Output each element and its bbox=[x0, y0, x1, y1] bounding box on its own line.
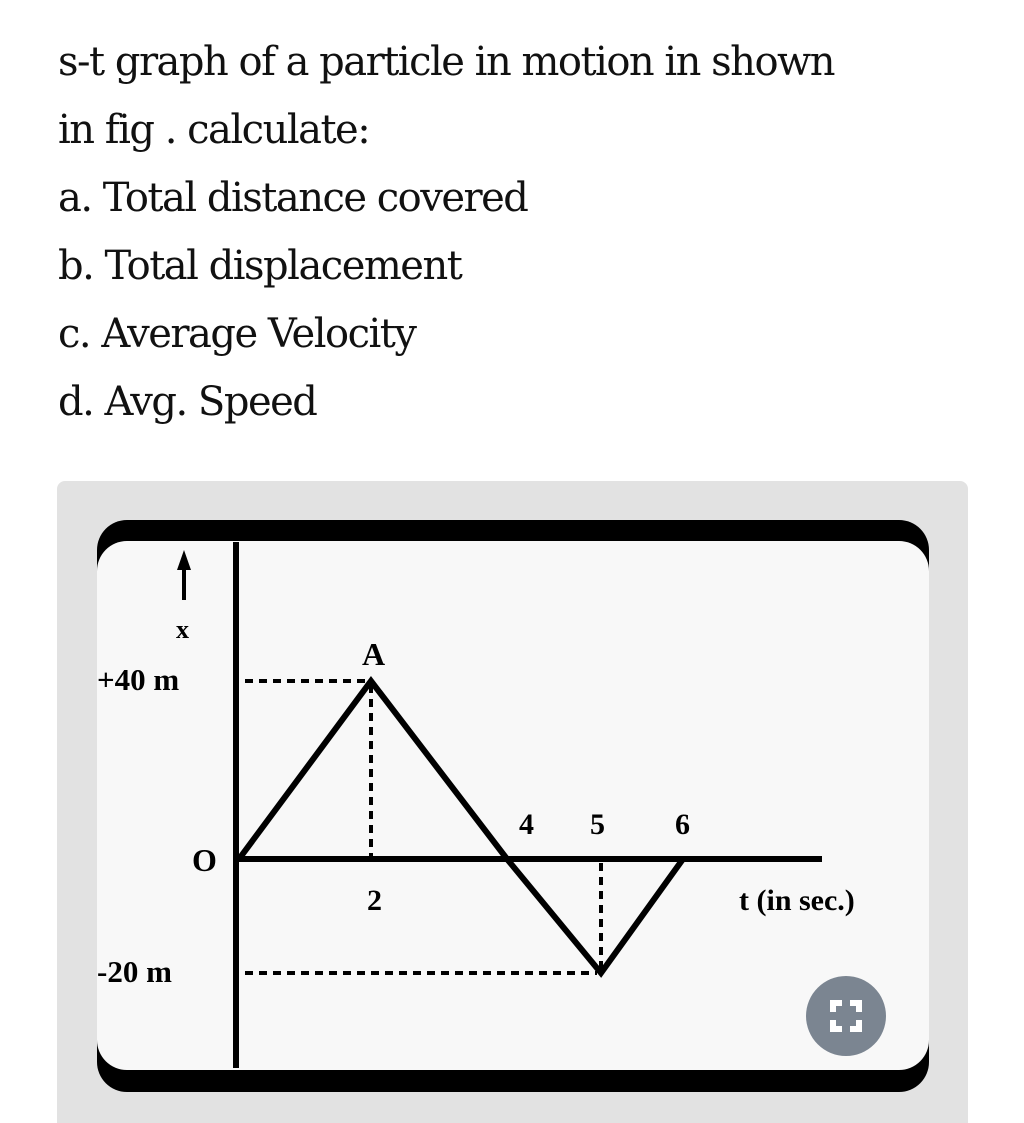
peak-label: A bbox=[362, 636, 386, 672]
part-b: b. Total displacement bbox=[58, 243, 462, 289]
part-d: d. Avg. Speed bbox=[58, 379, 317, 425]
y-tick-neg20: -20 m bbox=[97, 954, 172, 989]
expand-button[interactable] bbox=[806, 976, 886, 1056]
part-a: a. Total distance covered bbox=[58, 175, 528, 221]
x-tick-5: 5 bbox=[590, 808, 605, 841]
x-tick-2: 2 bbox=[367, 884, 382, 917]
question-text bbox=[58, 28, 958, 436]
st-graph bbox=[97, 520, 929, 1092]
x-tick-4: 4 bbox=[519, 808, 534, 841]
origin-label: O bbox=[192, 842, 217, 878]
part-c: c. Average Velocity bbox=[58, 311, 416, 357]
question-stem-line1: s-t graph of a particle in motion in shown bbox=[58, 39, 835, 85]
y-axis-label: x bbox=[176, 615, 189, 644]
y-tick-40: +40 m bbox=[97, 662, 180, 697]
x-tick-6: 6 bbox=[675, 808, 690, 841]
x-axis-label: t (in sec.) bbox=[739, 884, 855, 917]
question-stem-line2: in fig . calculate: bbox=[58, 107, 370, 153]
